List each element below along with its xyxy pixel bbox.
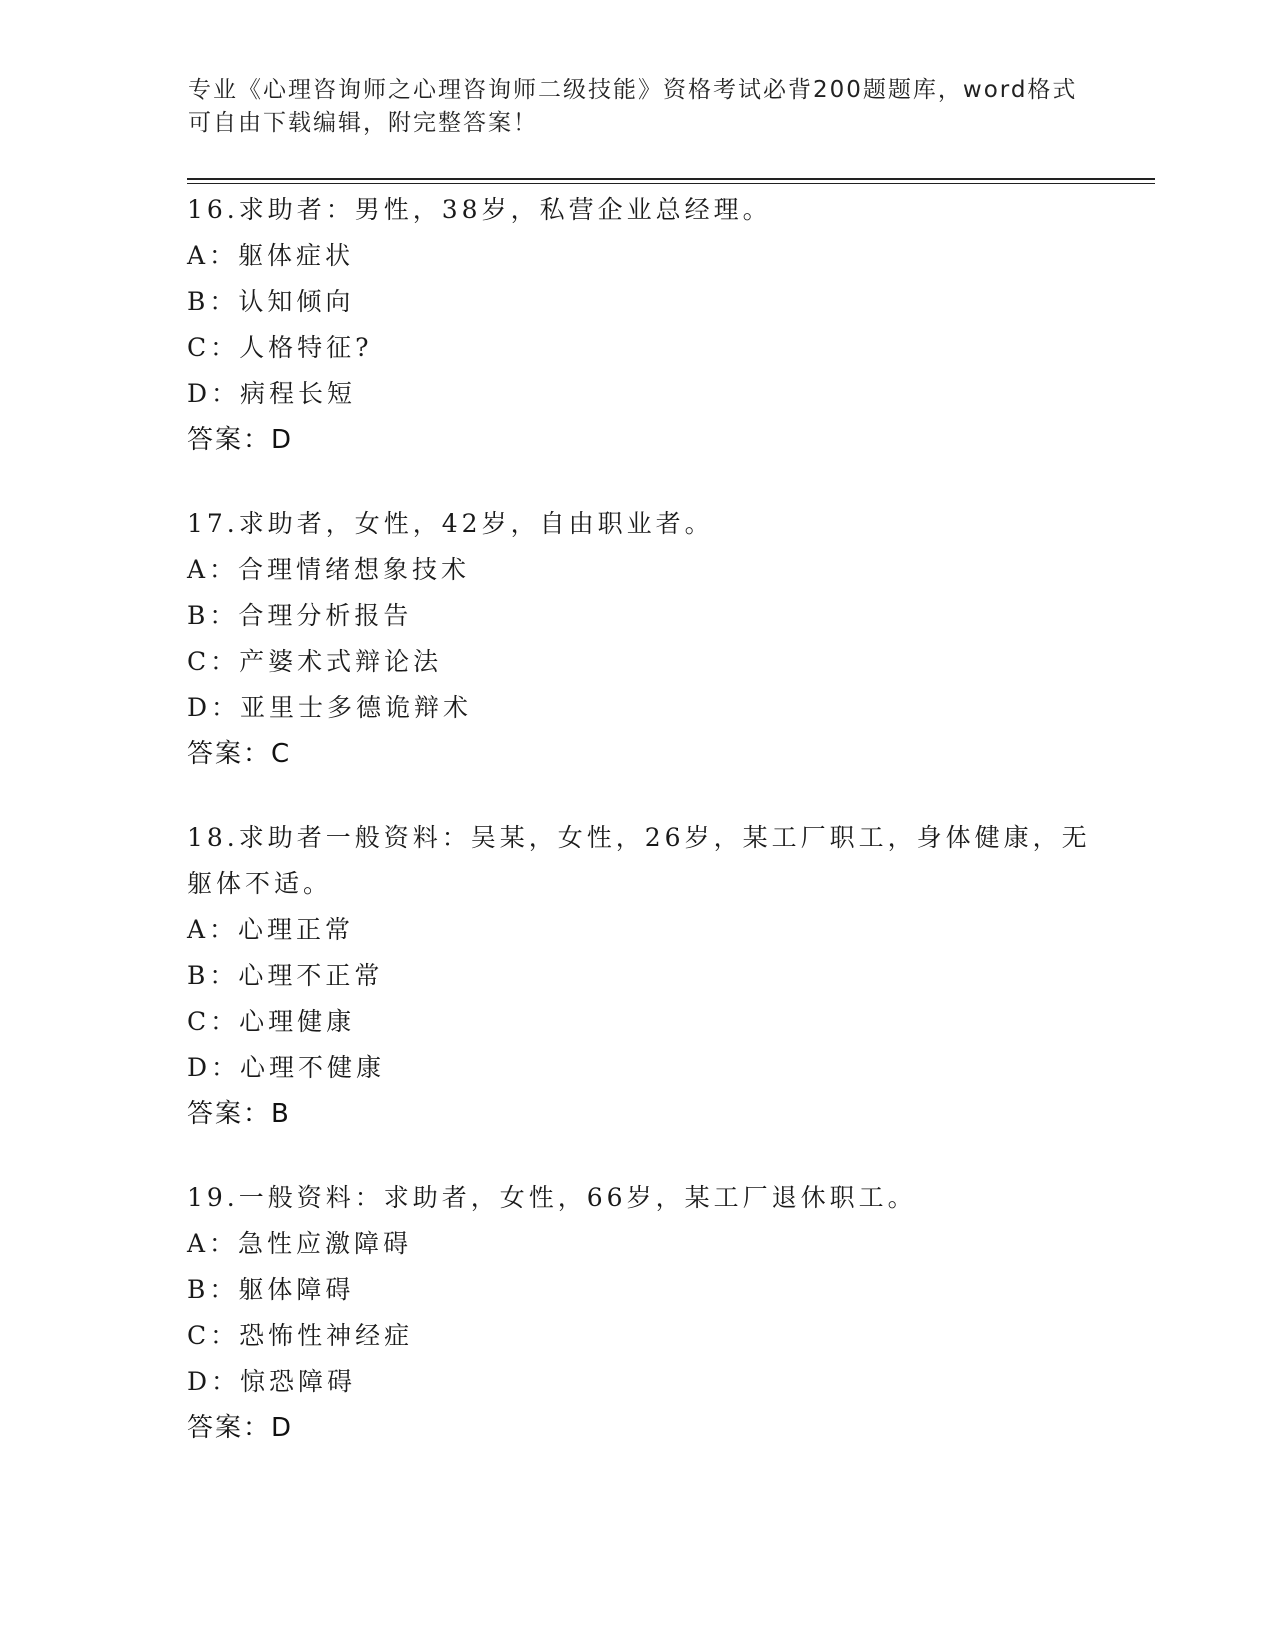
answer: 答案：C xyxy=(187,739,292,769)
option-d: D：惊恐障碍 xyxy=(187,1367,357,1396)
question-19 xyxy=(187,1175,1087,1451)
option-b: B：躯体障碍 xyxy=(187,1275,355,1304)
question-stem: 18.求助者一般资料：吴某，女性，26岁，某工厂职工，身体健康，无 xyxy=(187,823,1091,852)
question-stem: 19.一般资料：求助者，女性，66岁，某工厂退休职工。 xyxy=(187,1183,917,1212)
option-c: C：心理健康 xyxy=(187,1007,356,1036)
option-d: D：亚里士多德诡辩术 xyxy=(187,693,473,722)
option-a: A：急性应激障碍 xyxy=(187,1229,413,1258)
option-a: A：合理情绪想象技术 xyxy=(187,555,471,584)
option-b: B：心理不正常 xyxy=(187,961,384,990)
question-18 xyxy=(187,815,1091,1137)
option-b: B：合理分析报告 xyxy=(187,601,413,630)
option-b: B：认知倾向 xyxy=(187,287,355,316)
option-c: C：恐怖性神经症 xyxy=(187,1321,414,1350)
option-d: D：心理不健康 xyxy=(187,1053,386,1082)
question-16 xyxy=(187,187,1087,463)
answer: 答案：B xyxy=(187,1099,291,1129)
option-a: A：心理正常 xyxy=(187,915,355,944)
answer: 答案：D xyxy=(187,425,294,455)
question-stem: 16.求助者：男性，38岁，私营企业总经理。 xyxy=(187,195,772,224)
question-stem: 17.求助者，女性，42岁，自由职业者。 xyxy=(187,509,714,538)
question-17 xyxy=(187,501,1087,777)
option-a: A：躯体症状 xyxy=(187,241,355,270)
question-stem-continued: 躯体不适。 xyxy=(187,869,333,898)
header-line-2: 可自由下载编辑，附完整答案！ xyxy=(188,110,538,136)
option-c: C：人格特征? xyxy=(187,333,373,362)
header-line-1: 专业《心理咨询师之心理咨询师二级技能》资格考试必背200题题库，word格式 xyxy=(188,77,1078,103)
answer: 答案：D xyxy=(187,1413,294,1443)
header-divider-thin xyxy=(187,183,1155,184)
option-d: D：病程长短 xyxy=(187,379,357,408)
option-c: C：产婆术式辩论法 xyxy=(187,647,443,676)
document-header xyxy=(188,74,1088,140)
header-divider-thick xyxy=(187,178,1155,180)
